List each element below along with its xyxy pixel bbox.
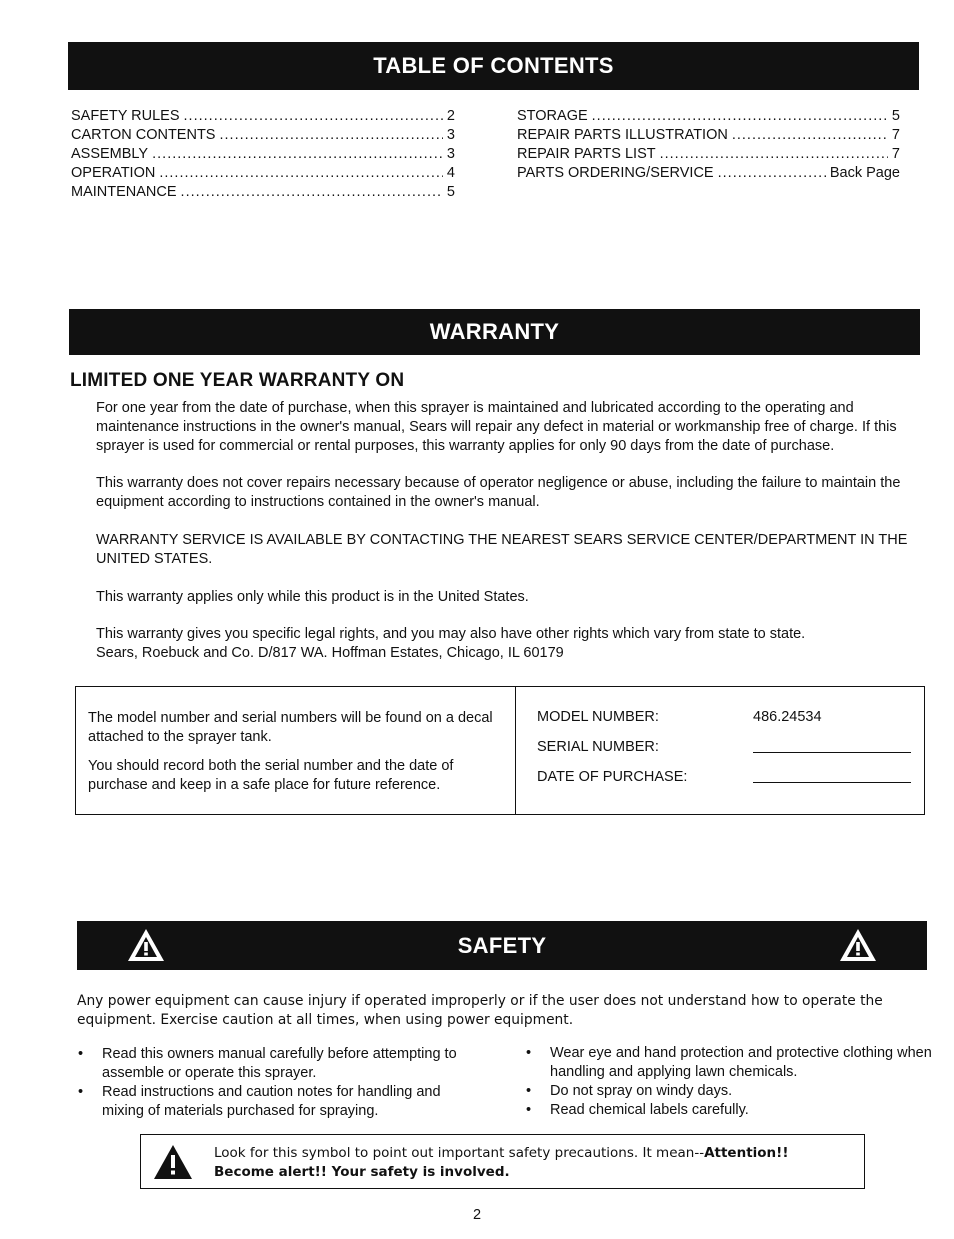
warning-triangle-icon <box>152 1143 194 1181</box>
warning-triangle-icon <box>126 927 166 963</box>
list-item: • Read chemical labels carefully. <box>524 1101 934 1120</box>
warning-triangle-icon <box>838 927 878 963</box>
date-of-purchase-label: DATE OF PURCHASE: <box>537 769 688 785</box>
record-instructions <box>76 687 516 814</box>
toc-entry-page: 7 <box>891 127 900 143</box>
toc-entry[interactable] <box>517 126 900 145</box>
safety-title: SAFETY <box>457 932 547 958</box>
list-item: • Wear eye and hand protection and protective clothing when handling and applying lawn chemicals. <box>524 1044 934 1082</box>
toc-entry[interactable] <box>517 145 900 164</box>
date-of-purchase-field[interactable] <box>753 782 911 783</box>
warranty-paragraph: This warranty applies only while this product is in the United States. <box>96 589 529 605</box>
sears-address: Sears, Roebuck and Co. D/817 WA. Hoffman Estates, Chicago, IL 60179 <box>96 645 564 661</box>
toc-entry[interactable] <box>71 145 455 164</box>
toc-entry[interactable] <box>71 183 455 202</box>
toc-entry[interactable] <box>517 164 900 183</box>
toc-entry-page: 5 <box>446 184 455 200</box>
toc-entry-label: MAINTENANCE <box>71 184 177 200</box>
model-number-label: MODEL NUMBER: <box>537 709 659 725</box>
warranty-paragraph: WARRANTY SERVICE IS AVAILABLE BY CONTACTING THE NEAREST SEARS SERVICE CENTER/DEPARTMENT IN THE UNITED STATES. <box>96 532 908 567</box>
list-item: • Read this owners manual carefully before attempting to assemble or operate this sprayer. <box>76 1045 486 1083</box>
model-number-value: 486.24534 <box>753 709 822 725</box>
toc-entry-page: Back Page <box>829 165 900 181</box>
toc-entry-label: REPAIR PARTS ILLUSTRATION <box>517 127 728 143</box>
toc-header-bar <box>68 42 919 90</box>
attention-emphasis: Attention!! <box>704 1145 789 1161</box>
toc-entry[interactable] <box>71 126 455 145</box>
toc-entry-label: REPAIR PARTS LIST <box>517 146 656 162</box>
toc-entry-label: OPERATION <box>71 165 156 181</box>
toc-entry-label: PARTS ORDERING/SERVICE <box>517 165 714 181</box>
list-item: • Read instructions and caution notes for handling and mixing of materials purchased for spraying. <box>76 1083 486 1121</box>
attention-line: Look for this symbol to point out important safety precautions. It mean-- <box>214 1145 705 1161</box>
toc-entry-label: ASSEMBLY <box>71 146 149 162</box>
serial-number-field[interactable] <box>753 752 911 753</box>
warranty-title: WARRANTY <box>429 319 560 344</box>
safety-bullets-right <box>524 1044 934 1120</box>
toc-entry[interactable] <box>517 107 900 126</box>
safety-intro: Any power equipment can cause injury if operated improperly or if the user does not understand how to operate the equipment. Exercise caution at all times, when using power equipment. <box>77 993 883 1028</box>
toc-title: TABLE OF CONTENTS <box>373 53 614 78</box>
toc-entry-label: SAFETY RULES <box>71 108 180 124</box>
page-number: 2 <box>472 1207 482 1223</box>
toc-entry-page: 4 <box>446 165 455 181</box>
warranty-heading: LIMITED ONE YEAR WARRANTY ON <box>70 370 405 391</box>
safety-header-bar <box>77 921 927 970</box>
warranty-paragraph: For one year from the date of purchase, when this sprayer is maintained and lubricated according to the operating and maintenance instructions in the owner's manual, Sears will repair any defect in material or workmanship free of charge. If this sprayer is used for commercial or rental purposes, this warranty applies for only 90 days from the date of purchase. <box>96 400 897 454</box>
warranty-header-bar <box>69 309 920 355</box>
serial-number-label: SERIAL NUMBER: <box>537 739 659 755</box>
attention-line-bold: Become alert!! Your safety is involved. <box>214 1164 510 1180</box>
toc-entry[interactable] <box>71 164 455 183</box>
toc-right-column <box>517 107 900 183</box>
toc-left-column <box>71 107 455 202</box>
toc-entry-label: STORAGE <box>517 108 588 124</box>
safety-bullets-left <box>76 1045 486 1121</box>
warranty-paragraph: This warranty does not cover repairs necessary because of operator negligence or abuse, including the failure to maintain the equipment according to instructions contained in the owner's manual. <box>96 475 901 510</box>
toc-entry[interactable] <box>71 107 455 126</box>
toc-entry-page: 7 <box>891 146 900 162</box>
model-record-box <box>75 686 925 815</box>
warranty-paragraph: This warranty gives you specific legal rights, and you may also have other rights which vary from state to state. <box>96 626 806 642</box>
attention-box <box>140 1134 865 1189</box>
list-item: • Do not spray on windy days. <box>524 1082 934 1101</box>
attention-text <box>214 1144 788 1182</box>
toc-entry-page: 3 <box>446 127 455 143</box>
toc-entry-page: 3 <box>446 146 455 162</box>
record-note: The model number and serial numbers will be found on a decal attached to the sprayer tank. <box>88 710 493 745</box>
toc-entry-label: CARTON CONTENTS <box>71 127 216 143</box>
toc-entry-page: 2 <box>446 108 455 124</box>
record-note: You should record both the serial number and the date of purchase and keep in a safe place for future reference. <box>88 758 454 793</box>
toc-entry-page: 5 <box>891 108 900 124</box>
